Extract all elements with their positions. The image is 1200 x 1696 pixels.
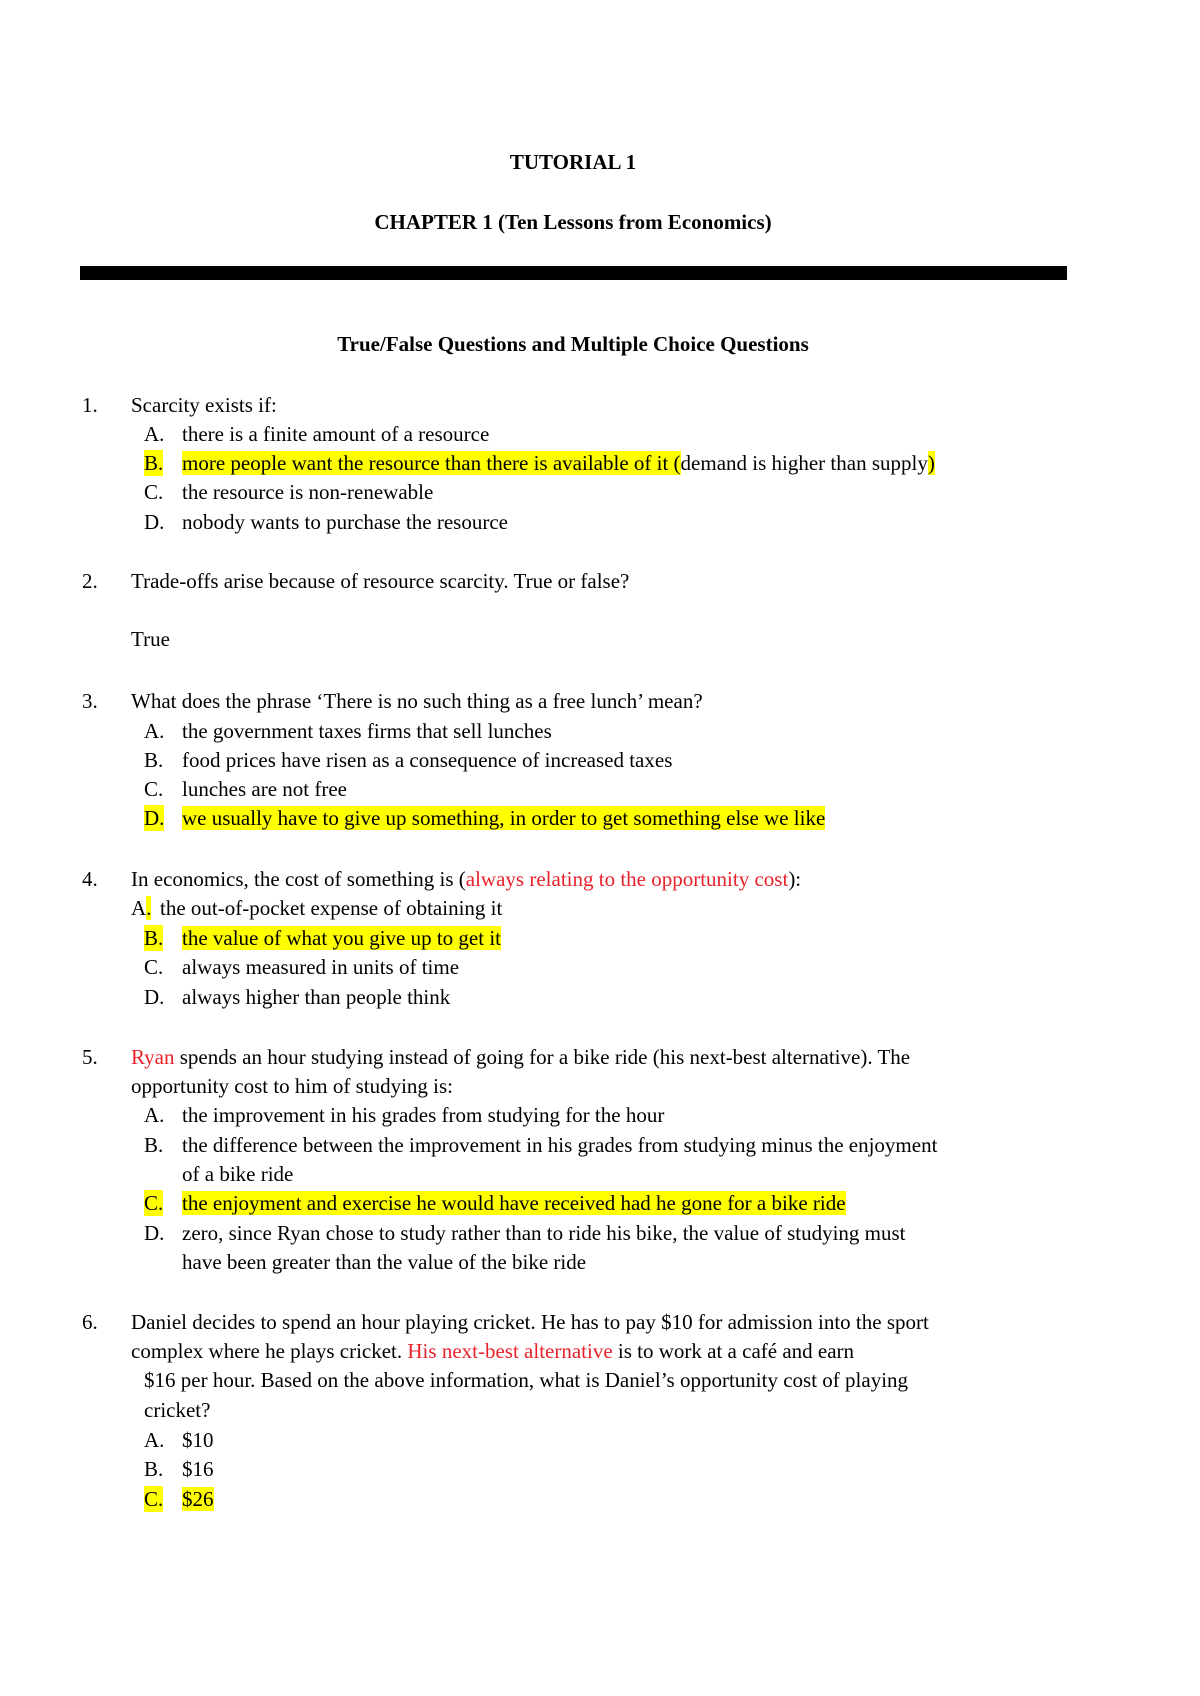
option-letter: D. bbox=[144, 510, 165, 534]
option-text: lunches are not free bbox=[182, 777, 347, 801]
question-number: 1. bbox=[82, 393, 98, 417]
question-text-start: complex where he plays cricket. bbox=[131, 1339, 408, 1363]
option-text: the out-of-pocket expense of obtaining it bbox=[160, 896, 503, 920]
question-number: 5. bbox=[82, 1045, 98, 1069]
option-letter: B. bbox=[144, 451, 164, 475]
option-letter: D. bbox=[144, 1221, 165, 1245]
option-letter: C. bbox=[144, 1191, 164, 1215]
option-letter: B. bbox=[144, 1457, 164, 1481]
option-text: $16 bbox=[182, 1457, 214, 1481]
red-annotation: His next-best alternative bbox=[407, 1339, 613, 1363]
option-letter: D. bbox=[144, 985, 165, 1009]
highlighted-dot: . bbox=[146, 896, 152, 920]
option-text: the difference between the improvement in his grades from studying minus the enjoyment bbox=[182, 1133, 938, 1157]
highlighted-answer: we usually have to give up something, in order to get something else we like bbox=[182, 806, 826, 830]
option-letter: A. bbox=[144, 719, 165, 743]
option-text: the government taxes firms that sell lunches bbox=[182, 719, 552, 743]
option-text bbox=[182, 1190, 846, 1216]
question-number: 4. bbox=[82, 867, 98, 891]
document-title: TUTORIAL 1 bbox=[509, 150, 637, 174]
option-letter: B. bbox=[144, 1133, 164, 1157]
option-text: zero, since Ryan chose to study rather than to ride his bike, the value of studying must bbox=[182, 1221, 906, 1245]
highlighted-paren: ) bbox=[927, 451, 935, 475]
question-text: Scarcity exists if: bbox=[131, 393, 277, 417]
question-text-end: ): bbox=[788, 867, 802, 891]
question-text: Trade-offs arise because of resource scarcity. True or false? bbox=[131, 569, 630, 593]
option-letter-a: A bbox=[131, 896, 147, 920]
option-text bbox=[182, 450, 935, 476]
option-text: of a bike ride bbox=[182, 1162, 294, 1186]
option-text bbox=[182, 1486, 214, 1512]
option-text: nobody wants to purchase the resource bbox=[182, 510, 508, 534]
option-letter bbox=[131, 895, 151, 921]
question-text-line: spends an hour studying instead of going for a bike ride (his next-best alternative). The bbox=[174, 1045, 911, 1069]
question-text-end: is to work at a café and earn bbox=[612, 1339, 855, 1363]
option-text: have been greater than the value of the bike ride bbox=[182, 1250, 587, 1274]
highlighted-answer: more people want the resource than there is available of it ( bbox=[182, 451, 681, 475]
option-text: always measured in units of time bbox=[182, 955, 460, 979]
question-text: What does the phrase ‘There is no such thing as a free lunch’ mean? bbox=[131, 689, 703, 713]
option-letter: C. bbox=[144, 777, 164, 801]
question-text-line: Daniel decides to spend an hour playing cricket. He has to pay $10 for admission into the sport bbox=[131, 1310, 929, 1334]
question-number: 6. bbox=[82, 1310, 98, 1334]
question-text-line: opportunity cost to him of studying is: bbox=[131, 1074, 454, 1098]
option-text: the resource is non-renewable bbox=[182, 480, 434, 504]
question-text-line: cricket? bbox=[144, 1398, 211, 1422]
highlighted-answer: the enjoyment and exercise he would have received had he gone for a bike ride bbox=[182, 1191, 846, 1215]
horizontal-rule bbox=[80, 266, 1067, 280]
question-number: 3. bbox=[82, 689, 98, 713]
option-text: the improvement in his grades from studying for the hour bbox=[182, 1103, 665, 1127]
question-number: 2. bbox=[82, 569, 98, 593]
highlighted-answer: the value of what you give up to get it bbox=[182, 926, 502, 950]
answer-text: True bbox=[131, 627, 170, 651]
question-text bbox=[131, 866, 801, 892]
answer-note: demand is higher than supply bbox=[680, 451, 928, 475]
option-letter: C. bbox=[144, 480, 164, 504]
option-letter: A. bbox=[144, 1103, 165, 1127]
question-text-line bbox=[131, 1338, 854, 1364]
red-annotation: always relating to the opportunity cost bbox=[465, 867, 789, 891]
option-text bbox=[182, 805, 825, 831]
highlighted-answer: $26 bbox=[182, 1487, 214, 1511]
option-text: always higher than people think bbox=[182, 985, 451, 1009]
question-text-start: In economics, the cost of something is ( bbox=[131, 867, 466, 891]
option-letter: C. bbox=[144, 1487, 164, 1511]
option-letter: C. bbox=[144, 955, 164, 979]
option-letter: B. bbox=[144, 748, 164, 772]
question-text-line: $16 per hour. Based on the above information, what is Daniel’s opportunity cost of playing bbox=[144, 1368, 909, 1392]
option-letter: D. bbox=[144, 806, 165, 830]
option-text: food prices have risen as a consequence of increased taxes bbox=[182, 748, 673, 772]
section-heading: True/False Questions and Multiple Choice Questions bbox=[337, 332, 809, 356]
option-letter: A. bbox=[144, 1428, 165, 1452]
red-annotation: Ryan bbox=[131, 1045, 175, 1069]
option-text bbox=[182, 925, 501, 951]
option-letter: B. bbox=[144, 926, 164, 950]
chapter-title: CHAPTER 1 (Ten Lessons from Economics) bbox=[374, 210, 772, 234]
option-letter: A. bbox=[144, 422, 165, 446]
question-text bbox=[131, 1044, 910, 1070]
option-text: there is a finite amount of a resource bbox=[182, 422, 490, 446]
option-text: $10 bbox=[182, 1428, 214, 1452]
